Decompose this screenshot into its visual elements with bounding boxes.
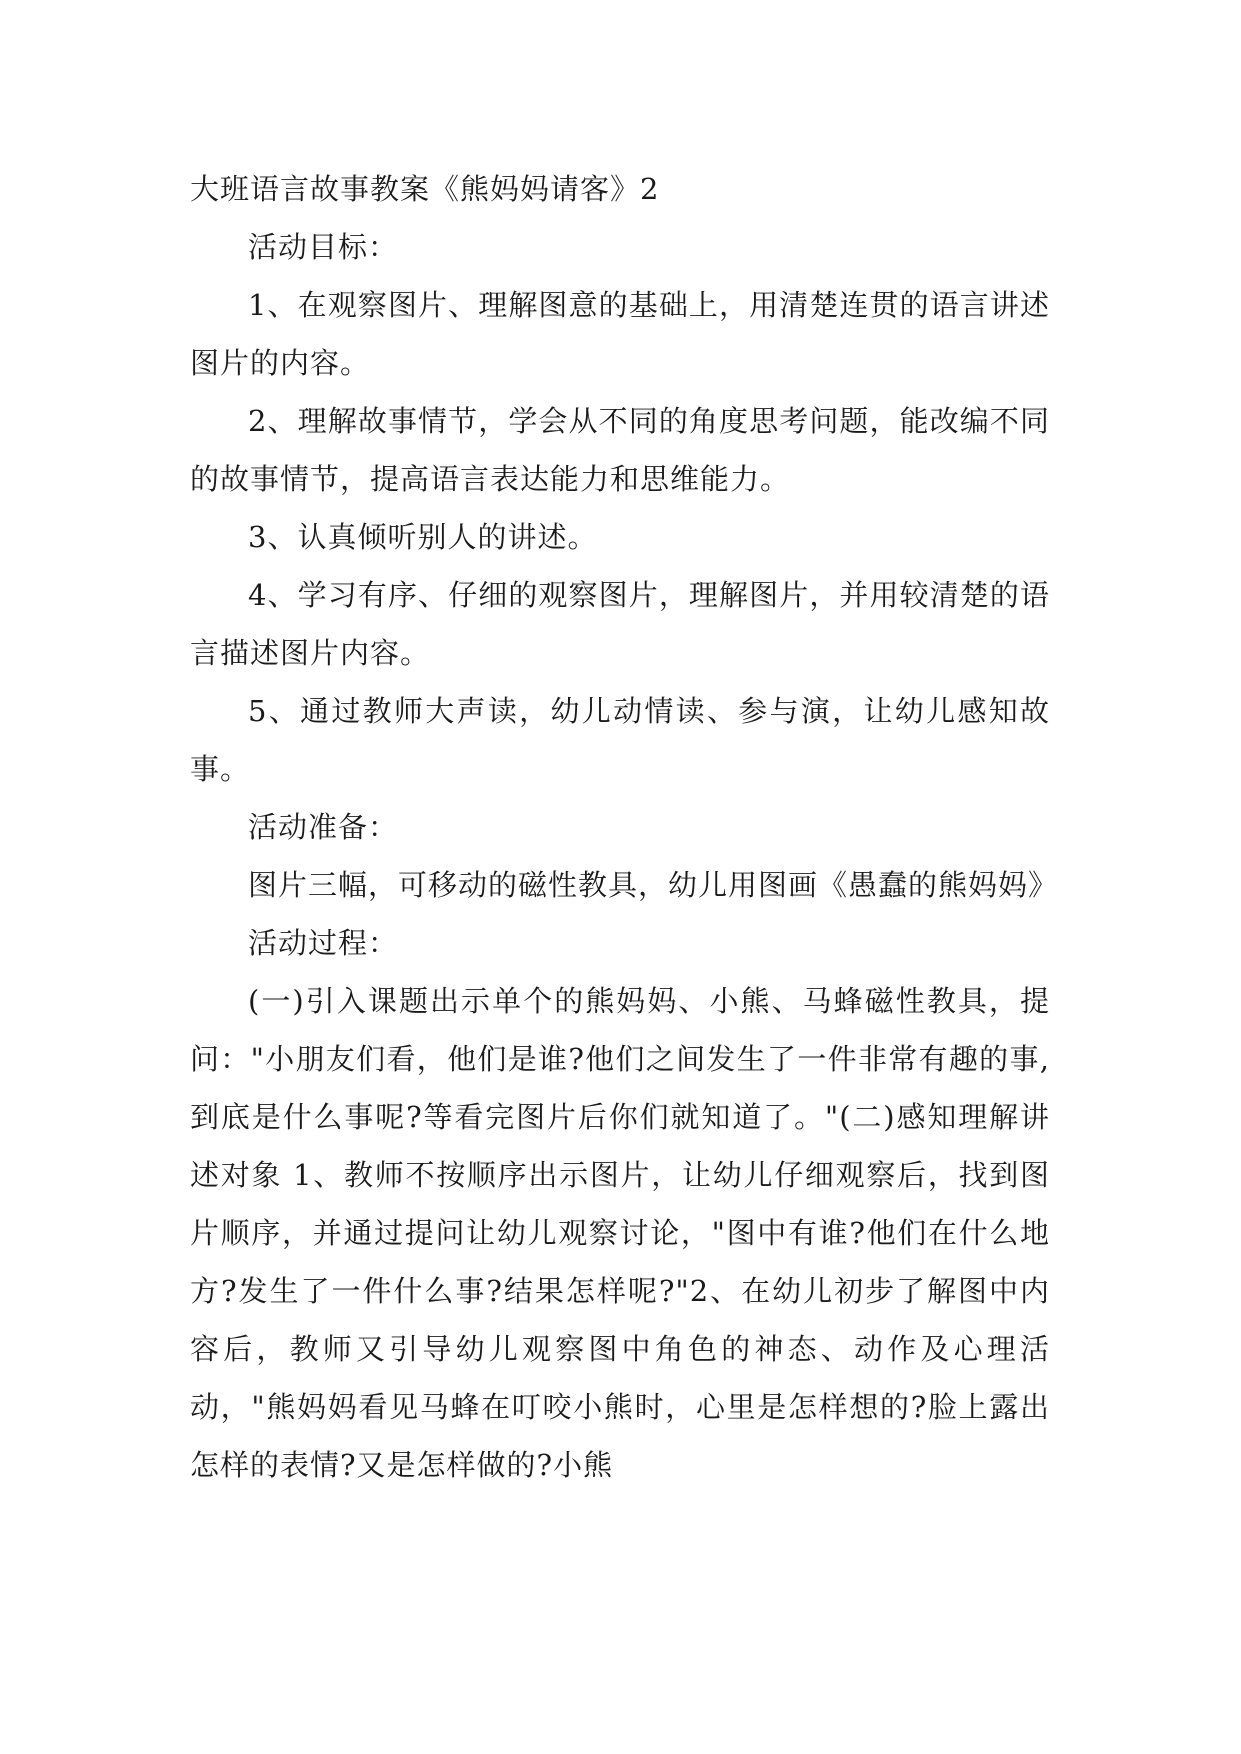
section-heading-goals: 活动目标： xyxy=(248,230,399,264)
section-heading-process: 活动过程： xyxy=(248,926,399,960)
preparation-paragraph: 图片三幅，可移动的磁性教具，幼儿用图画《愚蠢的熊妈妈》 xyxy=(248,868,1059,902)
document-title: 大班语言故事教案《熊妈妈请客》2 xyxy=(190,172,660,206)
goal-item-2: 2、理解故事情节，学会从不同的角度思考问题，能改编不同的故事情节，提高语言表达能力和思维能力。 xyxy=(190,404,1050,496)
goal-item-1: 1、在观察图片、理解图意的基础上，用清楚连贯的语言讲述图片的内容。 xyxy=(190,288,1050,380)
section-heading-preparation: 活动准备： xyxy=(248,810,399,844)
goal-item-3: 3、认真倾听别人的讲述。 xyxy=(248,520,598,554)
document-body xyxy=(190,160,1059,1494)
goal-item-4: 4、学习有序、仔细的观察图片，理解图片，并用较清楚的语言描述图片内容。 xyxy=(190,578,1050,670)
goal-item-5: 5、通过教师大声读，幼儿动情读、参与演，让幼儿感知故事。 xyxy=(190,694,1050,786)
process-paragraph: (一)引入课题出示单个的熊妈妈、小熊、马蜂磁性教具，提问："小朋友们看，他们是谁?他们之间发生了一件非常有趣的事,到底是什么事呢?等看完图片后你们就知道了。"(二)感知理解讲述对象 1、教师不按顺序出示图片，让幼儿仔细观察后，找到图片顺序，并通过提问让幼儿观察讨论，"图中有谁?他们在什么地方?发生了一件什么事?结果怎样呢?"2、在幼儿初步了解图中内容后，教师又引导幼儿观察图中角色的神态、动作及心理活动，"熊妈妈看见马蜂在叮咬小熊时，心里是怎样想的?脸上露出怎样的表情?又是怎样做的?小熊 xyxy=(190,984,1050,1482)
